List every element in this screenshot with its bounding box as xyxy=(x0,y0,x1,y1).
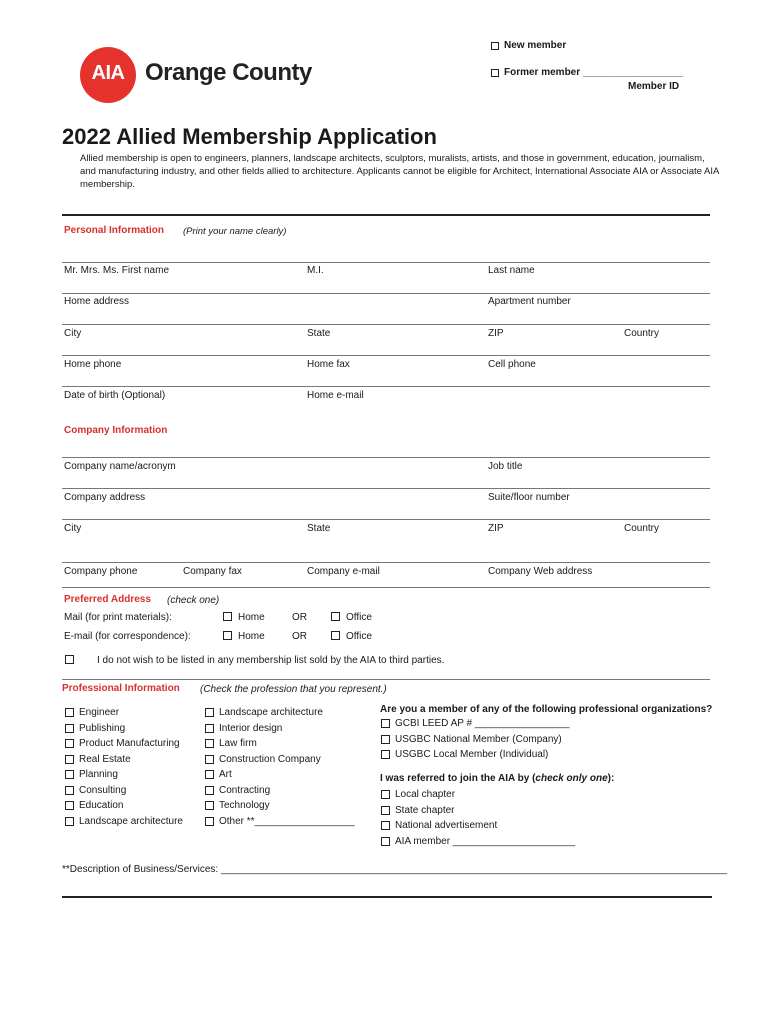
company-state-label: State xyxy=(307,523,331,534)
referral-checkbox[interactable] xyxy=(381,790,390,799)
logo-name: Orange County xyxy=(145,59,312,86)
company-zip-label: ZIP xyxy=(488,523,504,534)
city-line[interactable] xyxy=(62,324,710,325)
profession-checkbox[interactable] xyxy=(65,786,74,795)
profession-checkbox[interactable] xyxy=(205,739,214,748)
phone-line[interactable] xyxy=(62,355,710,356)
optout-label: I do not wish to be listed in any membership list sold by the AIA to third parties. xyxy=(97,655,445,666)
profession-label: Education xyxy=(79,800,124,811)
optout-checkbox[interactable] xyxy=(65,655,74,664)
company-bottom-line xyxy=(62,587,710,588)
profession-label: Construction Company xyxy=(219,753,321,765)
company-address-label: Company address xyxy=(64,492,146,503)
org-checkbox[interactable] xyxy=(381,750,390,759)
personal-heading: Personal Information xyxy=(64,225,165,236)
professional-heading: Professional Information xyxy=(62,683,180,694)
profession-label: Other **__________________ xyxy=(219,815,355,827)
member-id-label: Member ID xyxy=(628,81,680,92)
dob-label: Date of birth (Optional) xyxy=(64,390,166,401)
company-city-label: City xyxy=(64,523,82,534)
bottom-divider xyxy=(62,896,712,898)
orgs-question: Are you a member of any of the following professional organizations? xyxy=(380,704,713,715)
referral-checkbox[interactable] xyxy=(381,806,390,815)
profession-label: Real Estate xyxy=(79,753,131,765)
profession-label: Consulting xyxy=(79,784,127,796)
referral-label: Local chapter xyxy=(395,789,456,800)
logo-mark-text: AIA xyxy=(91,62,125,84)
former-member-label: Former member __________________ xyxy=(504,67,684,78)
company-email-label: Company e-mail xyxy=(307,566,380,577)
referral-label: State chapter xyxy=(395,804,455,816)
job-title-label: Job title xyxy=(488,461,523,472)
org-checkbox[interactable] xyxy=(381,735,390,744)
referral-label: National advertisement xyxy=(395,820,498,831)
profession-checkbox[interactable] xyxy=(205,770,214,779)
org-checkbox[interactable] xyxy=(381,719,390,728)
company-country-label: Country xyxy=(624,523,660,534)
profession-checkbox[interactable] xyxy=(65,801,74,810)
country-label: Country xyxy=(624,328,660,339)
former-member-checkbox[interactable] xyxy=(491,69,499,77)
email-pref-label: E-mail (for correspondence): xyxy=(64,631,191,642)
home-address-label: Home address xyxy=(64,296,130,307)
org-label: USGBC Local Member (Individual) xyxy=(395,749,549,760)
profession-label: Landscape architecture xyxy=(79,815,183,827)
description-field[interactable]: **Description of Business/Services: ___________________________________________________________________________________________ xyxy=(62,864,728,875)
preferred-bottom-line xyxy=(62,679,710,680)
dob-line[interactable] xyxy=(62,386,710,387)
mail-home-checkbox[interactable] xyxy=(223,612,232,621)
suite-label: Suite/floor number xyxy=(488,492,570,503)
intro-text: Allied membership is open to engineers, planners, landscape architects, sculptors, muralists, artists, and those in government, education, journalism, and manufacturing industry, and other fields allied to architecture. Applicants cannot be eligible for Architect, International Associate AIA or Associate AIA membership. xyxy=(80,153,719,190)
profession-checkbox[interactable] xyxy=(205,755,214,764)
profession-checkbox[interactable] xyxy=(205,801,214,810)
page-title: 2022 Allied Membership Application xyxy=(62,124,437,149)
email-home-label: Home xyxy=(238,631,265,642)
email-or-label: OR xyxy=(292,631,307,642)
mail-or-label: OR xyxy=(292,612,307,623)
name-line[interactable] xyxy=(62,262,710,263)
mail-home-label: Home xyxy=(238,612,265,623)
mail-pref-label: Mail (for print materials): xyxy=(64,612,172,623)
email-home-checkbox[interactable] xyxy=(223,631,232,640)
company-city-line[interactable] xyxy=(62,519,710,520)
company-phone-line[interactable] xyxy=(62,562,710,563)
home-address-line[interactable] xyxy=(62,293,710,294)
email-office-label: Office xyxy=(346,631,372,642)
referred-question xyxy=(380,773,614,784)
mail-office-checkbox[interactable] xyxy=(331,612,340,621)
home-phone-label: Home phone xyxy=(64,359,122,370)
profession-label: Product Manufacturing xyxy=(79,738,180,749)
profession-checkbox[interactable] xyxy=(65,739,74,748)
cell-phone-label: Cell phone xyxy=(488,359,536,370)
referral-checkbox[interactable] xyxy=(381,837,390,846)
new-member-checkbox[interactable] xyxy=(491,42,499,50)
profession-checkbox[interactable] xyxy=(65,770,74,779)
preferred-note: (check one) xyxy=(167,595,220,606)
profession-checkbox[interactable] xyxy=(65,755,74,764)
home-email-label: Home e-mail xyxy=(307,390,364,401)
personal-note: (Print your name clearly) xyxy=(183,226,287,237)
profession-checkbox[interactable] xyxy=(65,724,74,733)
state-label: State xyxy=(307,328,331,339)
referred-emphasis: check only one xyxy=(535,773,608,784)
company-heading: Company Information xyxy=(64,425,168,436)
org-label: USGBC National Member (Company) xyxy=(395,733,562,745)
profession-checkbox[interactable] xyxy=(65,708,74,717)
profession-checkbox[interactable] xyxy=(205,708,214,717)
profession-checkbox[interactable] xyxy=(205,786,214,795)
profession-label: Art xyxy=(219,769,232,780)
profession-checkbox[interactable] xyxy=(205,817,214,826)
section-divider xyxy=(62,214,710,216)
company-name-line[interactable] xyxy=(62,457,710,458)
home-fax-label: Home fax xyxy=(307,359,350,370)
mail-office-label: Office xyxy=(346,612,372,623)
profession-label: Engineer xyxy=(79,707,120,718)
company-phone-label: Company phone xyxy=(64,566,138,577)
profession-label: Law firm xyxy=(219,738,257,749)
zip-label: ZIP xyxy=(488,328,504,339)
professional-note: (Check the profession that you represent.) xyxy=(200,684,387,695)
profession-label: Publishing xyxy=(79,722,126,734)
org-label: GCBI LEED AP # _________________ xyxy=(395,718,570,729)
city-label: City xyxy=(64,328,82,339)
referred-prefix: I was referred to join the AIA by ( xyxy=(380,773,536,784)
profession-label: Contracting xyxy=(219,784,271,796)
referred-suffix: ): xyxy=(607,773,615,784)
profession-label: Technology xyxy=(219,800,270,811)
mi-label: M.I. xyxy=(307,265,324,276)
new-member-label: New member xyxy=(504,40,567,51)
apartment-label: Apartment number xyxy=(488,296,571,307)
company-name-label: Company name/acronym xyxy=(64,461,176,472)
referral-label: AIA member ______________________ xyxy=(395,835,576,847)
profession-checkbox[interactable] xyxy=(65,817,74,826)
last-name-label: Last name xyxy=(488,265,535,276)
profession-label: Interior design xyxy=(219,722,283,734)
profession-label: Landscape architecture xyxy=(219,707,323,718)
company-address-line[interactable] xyxy=(62,488,710,489)
preferred-heading: Preferred Address xyxy=(64,594,151,605)
profession-label: Planning xyxy=(79,769,118,780)
referral-checkbox[interactable] xyxy=(381,821,390,830)
first-name-label: Mr. Mrs. Ms. First name xyxy=(64,265,169,276)
email-office-checkbox[interactable] xyxy=(331,631,340,640)
company-web-label: Company Web address xyxy=(488,566,593,577)
company-fax-label: Company fax xyxy=(183,566,242,577)
profession-checkbox[interactable] xyxy=(205,724,214,733)
